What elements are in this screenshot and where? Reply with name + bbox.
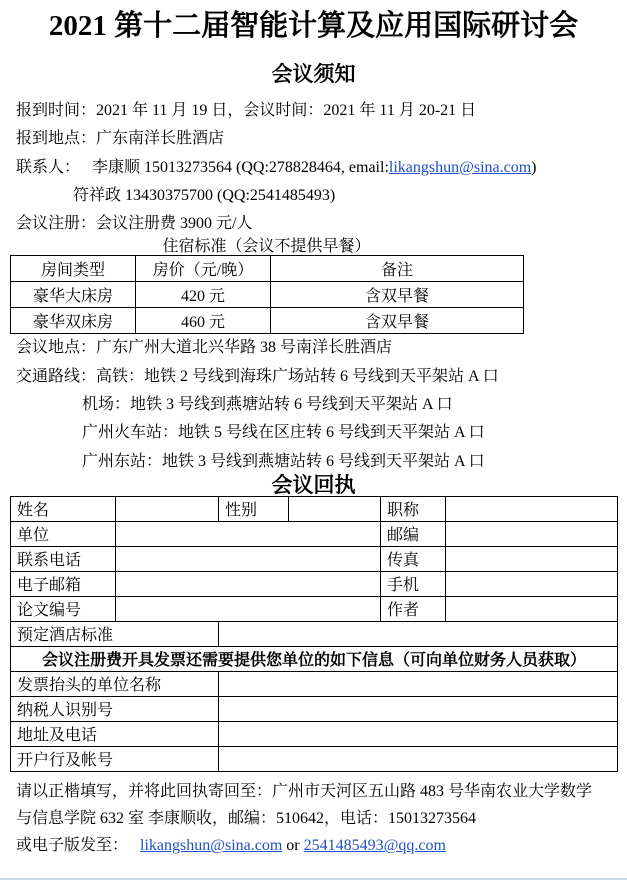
hotel-table-caption: 住宿标准（会议不提供早餐）: [162, 238, 371, 256]
reply-row-hotel-pref: [11, 621, 618, 646]
page-bottom-border: [0, 878, 627, 880]
footer-send-label: 或电子版发至：: [16, 837, 129, 855]
contacts-line-2: 符祥政 13430375700 (QQ:2541485493): [73, 186, 336, 204]
traffic-line-airport: 机场：地铁 3 号线到燕塘站转 6 号线到天平架站 A 口: [82, 396, 453, 414]
reply-input-cell-tax-id: [219, 696, 618, 721]
hotel-cell-remark: 含双早餐: [271, 308, 524, 334]
reply-label-phone: 联系电话: [11, 546, 116, 571]
footer-block: [0, 778, 627, 860]
reply-input-cell-hotel-pref: [219, 621, 618, 646]
reply-row-addr-tel: [11, 721, 618, 746]
reply-row-name: [11, 496, 618, 521]
hotel-header-remark: 备注: [271, 256, 524, 282]
reply-label-email: 电子邮箱: [11, 571, 116, 596]
reply-input-cell-paper-no: [116, 596, 381, 621]
reply-row-bank-account: [11, 746, 618, 771]
hotel-row-deluxe-twin: [11, 308, 524, 334]
checkin-time-line: 报到时间：2021 年 11 月 19 日，会议时间：2021 年 11 月 20-21 日: [16, 102, 477, 119]
reply-label-hotel-pref: 预定酒店标准: [11, 621, 219, 646]
footer-or-text: or: [286, 837, 300, 855]
reply-label-jobtitle: 职称: [381, 496, 446, 521]
reply-label-invoice-title: 发票抬头的单位名称: [11, 671, 219, 696]
reply-input-cell-mobile: [446, 571, 618, 596]
reply-row-paper: [11, 596, 618, 621]
reply-input-cell-jobtitle: [446, 496, 618, 521]
footer-email-link-2[interactable]: 2541485493@qq.com: [303, 837, 446, 855]
reply-input-cell-author: [446, 596, 618, 621]
reply-label-zip: 邮编: [381, 521, 446, 546]
contact1-email-link[interactable]: likangshun@sina.com: [388, 158, 532, 176]
reply-row-org: [11, 521, 618, 546]
reply-input-cell-phone: [116, 546, 381, 571]
reply-label-org: 单位: [11, 521, 116, 546]
reply-section-heading: 会议回执: [271, 472, 356, 497]
reply-row-tax-id: [11, 696, 618, 721]
reply-label-gender: 性别: [219, 496, 289, 521]
reply-label-tax-id: 纳税人识别号: [11, 696, 219, 721]
traffic-label: 交通路线：: [16, 367, 97, 385]
notice-section-heading: 会议须知: [271, 62, 356, 86]
reply-label-bank-account: 开户行及帐号: [11, 746, 219, 771]
footer-email-link-1[interactable]: likangshun@sina.com: [140, 837, 283, 855]
hotel-cell-room-type: 豪华双床房: [11, 308, 136, 334]
traffic-route-highspeed-rail: 高铁：地铁 2 号线到海珠广场站转 6 号线到天平架站 A 口: [96, 367, 499, 385]
reply-row-email: [11, 571, 618, 596]
reply-input-cell-addr-tel: [219, 721, 618, 746]
reply-input-cell-invoice-title: [219, 671, 618, 696]
reply-input-cell-gender: [289, 496, 381, 521]
hotel-cell-room-type: 豪华大床房: [11, 282, 136, 308]
reply-label-fax: 传真: [381, 546, 446, 571]
traffic-line-east-station: 广州东站：地铁 3 号线到燕塘站转 6 号线到天平架站 A 口: [82, 452, 485, 470]
reply-row-invoice-title: [11, 671, 618, 696]
hotel-cell-remark: 含双早餐: [271, 282, 524, 308]
hotel-header-room-type: 房间类型: [11, 256, 136, 282]
hotel-cell-price: 460 元: [136, 308, 271, 334]
reply-input-cell-name: [116, 496, 219, 521]
reply-label-author: 作者: [381, 596, 446, 621]
hotel-header-row: [11, 256, 524, 282]
reply-input-cell-email: [116, 571, 381, 596]
hotel-cell-price: 420 元: [136, 282, 271, 308]
reply-row-invoice-notice: [11, 646, 618, 671]
hotel-header-price: 房价（元/晚）: [136, 256, 271, 282]
invoice-notice-text: 会议注册费开具发票还需要提供您单位的如下信息（可向单位财务人员获取）: [11, 646, 618, 671]
footer-mailing-line-2: 与信息学院 632 室 李康顺收，邮编：510642，电话：15013273564: [16, 810, 477, 828]
registration-fee-line: 会议注册：会议注册费 3900 元/人: [16, 215, 253, 233]
reply-label-addr-tel: 地址及电话: [11, 721, 219, 746]
reply-input-cell-zip: [446, 521, 618, 546]
footer-email-line: [0, 832, 627, 859]
reply-row-phone: [11, 546, 618, 571]
hotel-rates-table: [10, 255, 524, 334]
contacts-line-1: [0, 154, 627, 182]
reply-input-cell-org: [116, 521, 381, 546]
reply-input-cell-fax: [446, 546, 618, 571]
footer-mailing-line-1: 请以正楷填写，并将此回执寄回至：广州市天河区五山路 483 号华南农业大学数学: [16, 782, 593, 800]
conference-venue-line: 会议地点：广东广州大道北兴华路 38 号南洋长胜酒店: [16, 339, 393, 357]
traffic-line-1: [0, 363, 627, 391]
reply-form-table: [10, 496, 618, 772]
reply-label-mobile: 手机: [381, 571, 446, 596]
reply-label-name: 姓名: [11, 496, 116, 521]
checkin-place-line: 报到地点：广东南洋长胜酒店: [16, 130, 225, 148]
hotel-row-deluxe-king: [11, 282, 524, 308]
reply-input-cell-bank-account: [219, 746, 618, 771]
notice-info-block: [0, 97, 627, 238]
document-title: 2021 第十二届智能计算及应用国际研讨会: [48, 10, 579, 42]
reply-label-paper-no: 论文编号: [11, 596, 116, 621]
traffic-line-railway-station: 广州火车站：地铁 5 号线在区庄转 6 号线到天平架站 A 口: [82, 424, 485, 442]
contact1-close-paren: ): [531, 158, 537, 176]
contacts-label: 联系人：: [16, 158, 81, 176]
contact1-text: 李康顺 15013273564 (QQ:278828464, email:: [92, 158, 389, 176]
